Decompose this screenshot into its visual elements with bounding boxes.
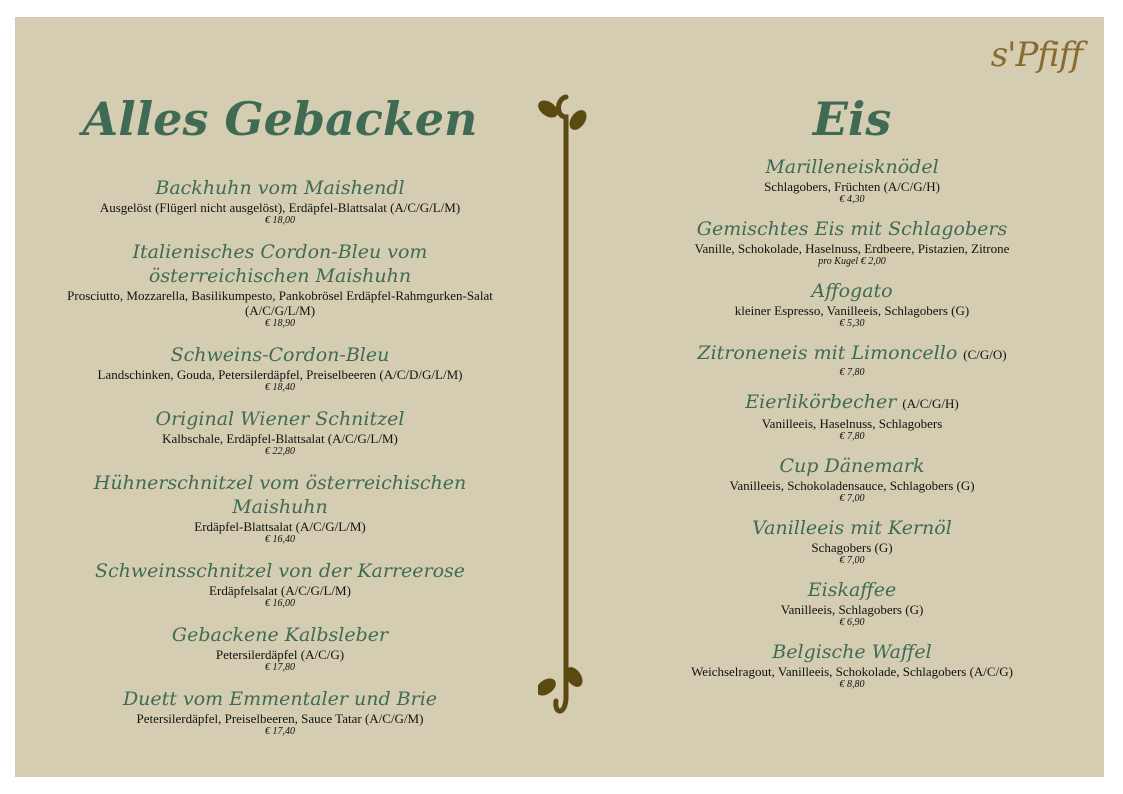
- item-description: Ausgelöst (Flügerl nicht ausgelöst), Erdäpfel-Blattsalat (A/C/G/L/M): [99, 200, 461, 215]
- item-name: Cup Dänemark: [779, 455, 925, 477]
- item-name: Eiskaffee: [807, 579, 897, 601]
- item-description: Prosciutto, Mozzarella, Basilikumpesto, Pankobrösel Erdäpfel-Rahmgurken-Salat (A/C/G/L/M): [67, 288, 493, 318]
- item-description: Petersilerdäpfel, Preiselbeeren, Sauce Tatar (A/C/G/M): [136, 711, 424, 726]
- item-price: € 8,80: [839, 679, 865, 690]
- item-name: Gemischtes Eis mit Schlagobers: [696, 218, 1008, 240]
- item-price: € 7,80: [839, 367, 865, 378]
- menu-item: [65, 176, 495, 227]
- item-description: kleiner Espresso, Vanilleeis, Schlagobers (G): [734, 303, 970, 318]
- item-price: € 7,80: [839, 431, 865, 442]
- menu-item: [65, 471, 495, 546]
- item-description: Schlagobers, Früchten (A/C/G/H): [764, 179, 940, 194]
- menu-item: [65, 240, 495, 330]
- item-description: Petersilerdäpfel (A/C/G): [215, 647, 345, 662]
- item-allergens: (A/C/G/H): [902, 396, 959, 411]
- item-allergens: (C/G/O): [963, 347, 1007, 362]
- item-price: € 18,00: [265, 215, 295, 226]
- menu-item: [665, 640, 1039, 691]
- item-price: € 22,80: [265, 446, 295, 457]
- item-name-text: Eierlikörbecher: [745, 391, 897, 413]
- item-price: € 17,80: [265, 662, 295, 673]
- item-name: Original Wiener Schnitzel: [155, 408, 405, 430]
- item-name: [665, 341, 1039, 367]
- menu-item: [665, 578, 1039, 629]
- menu-page: [15, 17, 1104, 777]
- menu-item: [65, 559, 495, 610]
- menu-item: [665, 155, 1039, 206]
- section-alles-gebacken: [65, 87, 495, 738]
- menu-item: [65, 623, 495, 674]
- item-name: Italienisches Cordon-Bleu vom österreichischen Maishuhn: [132, 241, 428, 287]
- item-price: € 18,40: [265, 382, 295, 393]
- brand-logo: s'Pfiff: [990, 35, 1082, 75]
- item-description: Erdäpfel-Blattsalat (A/C/G/L/M): [194, 519, 366, 534]
- section-eis: [665, 87, 1039, 691]
- item-name: Affogato: [811, 280, 893, 302]
- item-price: € 7,00: [839, 555, 865, 566]
- item-price: € 16,40: [265, 534, 295, 545]
- item-name: Hühnerschnitzel vom österreichischen Maishuhn: [93, 472, 467, 518]
- item-description: Vanilleeis, Haselnuss, Schlagobers: [761, 416, 943, 431]
- menu-item: [65, 687, 495, 738]
- menu-item: [665, 279, 1039, 330]
- item-price: € 5,30: [839, 318, 865, 329]
- section-title: Alles Gebacken: [82, 92, 478, 146]
- section-title: Eis: [812, 92, 892, 146]
- item-name: [665, 390, 1039, 416]
- item-description: Schagobers (G): [811, 540, 893, 555]
- menu-item: [665, 390, 1039, 443]
- item-description: Vanille, Schokolade, Haselnuss, Erdbeere, Pistazien, Zitrone: [694, 241, 1010, 256]
- item-price: € 17,40: [265, 726, 295, 737]
- item-description: Vanilleeis, Schokoladensauce, Schlagobers (G): [729, 478, 975, 493]
- item-price: € 16,00: [265, 598, 295, 609]
- item-name: Vanilleeis mit Kernöl: [752, 517, 952, 539]
- item-description: Weichselragout, Vanilleeis, Schokolade, Schlagobers (A/C/G): [691, 664, 1013, 679]
- item-name: Gebackene Kalbsleber: [171, 624, 389, 646]
- item-name: Backhuhn vom Maishendl: [155, 177, 405, 199]
- item-description: Landschinken, Gouda, Petersilerdäpfel, Preiselbeeren (A/C/D/G/L/M): [97, 367, 463, 382]
- item-description: Erdäpfelsalat (A/C/G/L/M): [209, 583, 351, 598]
- vine-divider-ornament: [538, 87, 588, 717]
- item-name: Belgische Waffel: [772, 641, 932, 663]
- item-price: € 6,90: [839, 617, 865, 628]
- item-description: Vanilleeis, Schlagobers (G): [780, 602, 924, 617]
- menu-item: [665, 516, 1039, 567]
- item-name: Duett vom Emmentaler und Brie: [122, 688, 438, 710]
- menu-item: [665, 217, 1039, 268]
- item-name-text: Zitroneneis mit Limoncello: [697, 342, 958, 364]
- item-name: Schweinsschnitzel von der Karreerose: [94, 560, 466, 582]
- item-name: Schweins-Cordon-Bleu: [170, 344, 390, 366]
- menu-item: [665, 454, 1039, 505]
- menu-item: [65, 407, 495, 458]
- item-price: € 4,30: [839, 194, 865, 205]
- menu-item: [65, 343, 495, 394]
- item-price: € 7,00: [839, 493, 865, 504]
- menu-item: [665, 341, 1039, 379]
- item-description: Kalbschale, Erdäpfel-Blattsalat (A/C/G/L/M): [162, 431, 398, 446]
- item-price: pro Kugel € 2,00: [818, 256, 886, 267]
- item-price: € 18,90: [265, 318, 295, 329]
- item-name: Marilleneisknödel: [765, 156, 939, 178]
